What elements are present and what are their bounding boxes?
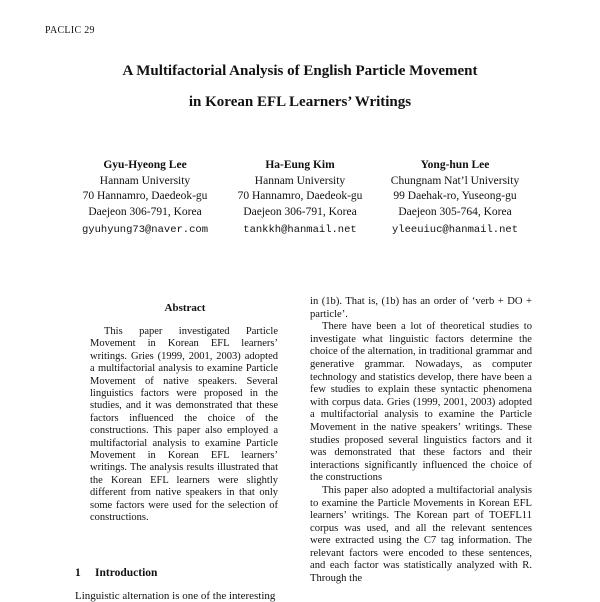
author-block-3 [355,158,555,239]
author-email: yleeuiuc@hanmail.net [391,224,519,236]
paper-title-line-1: A Multifactorial Analysis of English Particle Movement [122,63,478,79]
paragraph: There have been a lot of theoretical studies to investigate what linguistic factors determine the choice of the alternation, in traditional grammar and generative grammar. Nowadays, as computer technology and statistics develop, there have been a few studies to explain these syntactic phenomena with corpus data. Gries (1999, 2001, 2003) adopted a multifactorial analysis to examine the Particle Movement in the native speakers’ writings. These studies proposed several linguistics factors and it was demonstrated that these factors and their interactions significantly influenced the choice of the constructions [310,321,532,484]
section-number: 1 [75,567,81,579]
author-name: Gyu-Hyeong Lee [103,159,187,171]
author-affiliation: Hannam University [99,174,191,187]
author-affiliation: Chungnam Nat’l University [390,174,520,187]
paragraph: in (1b). That is, (1b) has an order of ‘verb + DO + particle’. [310,296,532,320]
author-address: 70 Hannamro, Daedeok-gu [237,190,363,202]
author-address: 70 Hannamro, Daedeok-gu [82,190,208,202]
author-email: tankkh@hanmail.net [243,224,357,236]
paragraph: This paper also adopted a multifactorial analysis to examine the Particle Movements in Korean EFL learners’ writings. The Korean part of TOEFL11 corpus was used, and all the relevant sentences were extracted using the C7 tag information. The relevant factors were encoded to these sentences, and each factor was statistically analyzed with R. Through the [310,484,532,585]
abstract-body [90,326,278,525]
author-name: Yong-hun Lee [420,159,490,171]
author-email: gyuhyung73@naver.com [81,224,209,236]
abstract-text: This paper investigated Particle Movement in Korean EFL learners’ writings. Gries (1999, 2001, 2003) adopted a multifactorial analysis to examine Particle Movement of native speakers. Several linguistics factors were proposed in the studies, and it was demonstrated that these factors influenced the choice of the constructions. This paper also employed a multifactorial analysis to examine Particle Movement in Korean EFL learners’ writings. The analysis results illustrated that the Korean EFL learners were slightly different from native speakers in that only some factors were used for the selection of constructions. [90,326,278,524]
author-address: 99 Daehak-ro, Yuseong-gu [393,190,517,202]
right-column-text [310,296,532,586]
venue-header: PACLIC 29 [45,25,95,36]
author-address: Daejeon 306-791, Korea [243,205,357,218]
section-heading-introduction [75,567,157,579]
author-address: Daejeon 305-764, Korea [398,205,512,218]
author-name: Ha-Eung Kim [265,159,335,171]
section-title: Introduction [95,567,158,579]
author-address: Daejeon 306-791, Korea [88,205,202,218]
introduction-first-line: Linguistic alternation is one of the interesting [75,590,276,602]
abstract-heading: Abstract [164,302,206,314]
author-affiliation: Hannam University [254,174,346,187]
paper-title-line-2: in Korean EFL Learners’ Writings [188,94,412,110]
